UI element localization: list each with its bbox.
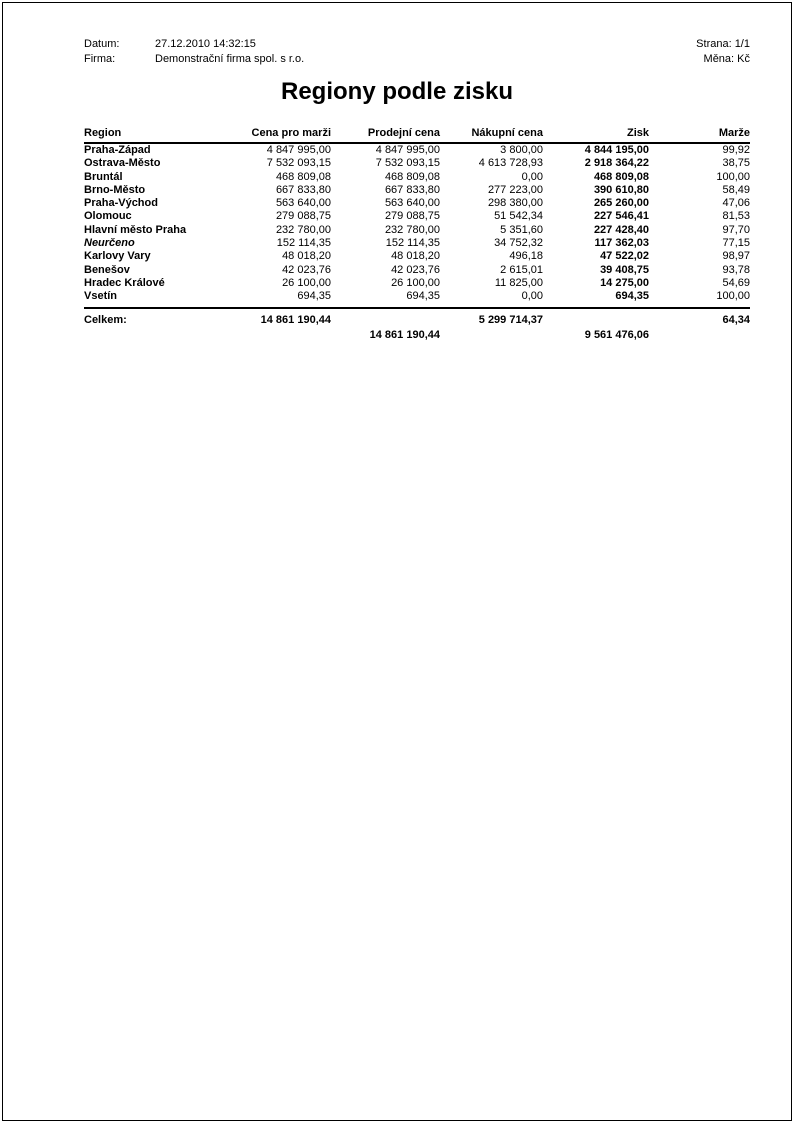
- table-row: [84, 184, 750, 197]
- region-cell: Hlavní město Praha: [84, 223, 187, 236]
- table-row: [84, 264, 750, 277]
- prodejni-cena-cell: 468 809,08: [384, 170, 440, 183]
- totals-nakupni-cena-cell: [440, 327, 543, 342]
- datum-value: 27.12.2010 14:32:15: [155, 38, 256, 50]
- zisk-cell: 227 546,41: [593, 210, 649, 223]
- totals-marze-cell: [649, 327, 750, 342]
- table-header-row: [84, 127, 750, 143]
- totals-prodejni-cena-cell: 14 861 190,44: [369, 328, 440, 341]
- totals-label-cell: Celkem:: [84, 308, 224, 327]
- totals-prodejni-cena-cell: [331, 308, 440, 327]
- cena-pro-marzi-cell: 152 114,35: [276, 237, 331, 250]
- firma-label: Firma:: [84, 53, 116, 65]
- marze-cell: 54,69: [722, 276, 750, 289]
- region-cell: Karlovy Vary: [84, 250, 151, 263]
- nakupni-cena-cell: 5 351,60: [500, 223, 543, 236]
- table-row: [84, 237, 750, 250]
- totals-label-cell: [84, 327, 224, 342]
- marze-cell: 77,15: [722, 237, 750, 250]
- column-header-nakupni-cena: Nákupní cena: [440, 127, 543, 143]
- strana-value: Strana: 1/1: [696, 38, 750, 50]
- cena-pro-marzi-cell: 468 809,08: [275, 170, 331, 183]
- column-header-region: Region: [84, 127, 224, 143]
- datum-label: Datum:: [84, 38, 120, 50]
- totals-row-1: [84, 308, 750, 327]
- nakupni-cena-cell: 277 223,00: [487, 183, 543, 196]
- region-cell: Benešov: [84, 263, 130, 276]
- totals-zisk-cell: 9 561 476,06: [584, 328, 649, 341]
- zisk-cell: 47 522,02: [600, 250, 649, 263]
- zisk-cell: 390 610,80: [593, 183, 649, 196]
- column-header-zisk: Zisk: [543, 127, 649, 143]
- nakupni-cena-cell: 2 615,01: [500, 263, 543, 276]
- firma-value: Demonstrační firma spol. s r.o.: [155, 53, 305, 65]
- table-row: [84, 290, 750, 307]
- nakupni-cena-cell: 11 825,00: [494, 276, 543, 289]
- zisk-cell: 39 408,75: [600, 263, 649, 276]
- cena-pro-marzi-cell: 4 847 995,00: [266, 144, 331, 156]
- table-row: [84, 171, 750, 184]
- meta-right-block: [696, 37, 750, 67]
- region-cell: Praha-Východ: [84, 197, 158, 210]
- cena-pro-marzi-cell: 279 088,75: [275, 210, 331, 223]
- cena-pro-marzi-cell: 694,35: [297, 290, 331, 303]
- cena-pro-marzi-cell: 232 780,00: [275, 223, 331, 236]
- cena-pro-marzi-cell: 7 532 093,15: [266, 157, 331, 170]
- table-row: [84, 277, 750, 290]
- prodejni-cena-cell: 232 780,00: [384, 223, 440, 236]
- totals-cena-pro-marzi-cell: 14 861 190,44: [224, 308, 331, 327]
- nakupni-cena-cell: 3 800,00: [500, 144, 543, 156]
- marze-cell: 81,53: [722, 210, 750, 223]
- cena-pro-marzi-cell: 42 023,76: [282, 263, 331, 276]
- nakupni-cena-cell: 34 752,32: [494, 237, 543, 250]
- nakupni-cena-cell: 298 380,00: [487, 197, 543, 210]
- zisk-cell: 4 844 195,00: [584, 144, 649, 156]
- table-row: [84, 250, 750, 263]
- cena-pro-marzi-cell: 48 018,20: [282, 250, 331, 263]
- region-cell: Neurčeno: [84, 237, 135, 250]
- marze-cell: 58,49: [722, 183, 750, 196]
- marze-cell: 100,00: [716, 170, 750, 183]
- cena-pro-marzi-cell: 26 100,00: [282, 276, 331, 289]
- page-title: Regiony podle zisku: [280, 78, 514, 105]
- region-cell: Bruntál: [84, 170, 123, 183]
- nakupni-cena-cell: 4 613 728,93: [478, 157, 543, 170]
- table-row: [84, 210, 750, 223]
- cena-pro-marzi-cell: 667 833,80: [275, 183, 331, 196]
- table-row: [84, 143, 750, 157]
- marze-cell: 97,70: [722, 223, 750, 236]
- datum-line: [84, 37, 304, 52]
- prodejni-cena-cell: 152 114,35: [385, 237, 440, 250]
- firma-line: [84, 52, 304, 67]
- prodejni-cena-cell: 7 532 093,15: [375, 157, 440, 170]
- prodejni-cena-cell: 42 023,76: [391, 263, 440, 276]
- region-cell: Olomouc: [84, 210, 132, 223]
- prodejni-cena-cell: 26 100,00: [391, 276, 440, 289]
- nakupni-cena-cell: 0,00: [521, 290, 543, 303]
- zisk-cell: 468 809,08: [593, 170, 649, 183]
- totals-marze-cell: 64,34: [649, 308, 750, 327]
- zisk-cell: 117 362,03: [594, 237, 649, 250]
- marze-cell: 99,92: [722, 144, 750, 156]
- prodejni-cena-cell: 48 018,20: [391, 250, 440, 263]
- prodejni-cena-cell: 279 088,75: [384, 210, 440, 223]
- marze-cell: 47,06: [722, 197, 750, 210]
- table-row: [84, 157, 750, 170]
- region-cell: Hradec Králové: [84, 276, 165, 289]
- region-cell: Praha-Západ: [84, 144, 151, 156]
- cena-pro-marzi-cell: 563 640,00: [275, 197, 331, 210]
- zisk-cell: 227 428,40: [593, 223, 649, 236]
- totals-zisk-cell: [543, 308, 649, 327]
- zisk-cell: 265 260,00: [593, 197, 649, 210]
- table-row: [84, 224, 750, 237]
- prodejni-cena-cell: 563 640,00: [384, 197, 440, 210]
- region-cell: Brno-Město: [84, 183, 146, 196]
- prodejni-cena-cell: 667 833,80: [384, 183, 440, 196]
- marze-cell: 100,00: [716, 290, 750, 303]
- marze-cell: 98,97: [722, 250, 750, 263]
- prodejni-cena-cell: 694,35: [406, 290, 440, 303]
- column-header-marze: Marže: [649, 127, 750, 143]
- meta-left-block: [84, 37, 304, 67]
- prodejni-cena-cell: 4 847 995,00: [375, 144, 440, 156]
- column-header-prodejni-cena: Prodejní cena: [331, 127, 440, 143]
- mena-value: Měna: Kč: [703, 53, 750, 65]
- nakupni-cena-cell: 496,18: [509, 250, 543, 263]
- table-row: [84, 197, 750, 210]
- zisk-cell: 14 275,00: [600, 276, 649, 289]
- nakupni-cena-cell: 51 542,34: [494, 210, 543, 223]
- marze-cell: 38,75: [722, 157, 750, 170]
- column-header-cena-pro-marzi: Cena pro marži: [224, 127, 331, 143]
- report-page: [0, 0, 794, 342]
- totals-nakupni-cena-cell: 5 299 714,37: [440, 308, 543, 327]
- totals-row-2: [84, 327, 750, 342]
- zisk-cell: 2 918 364,22: [584, 157, 649, 170]
- regions-profit-table: [84, 127, 750, 342]
- nakupni-cena-cell: 0,00: [521, 170, 543, 183]
- marze-cell: 93,78: [722, 263, 750, 276]
- report-meta: [84, 37, 750, 67]
- region-cell: Vsetín: [84, 290, 118, 303]
- zisk-cell: 694,35: [615, 290, 649, 303]
- totals-cena-pro-marzi-cell: [224, 327, 331, 342]
- region-cell: Ostrava-Město: [84, 157, 161, 170]
